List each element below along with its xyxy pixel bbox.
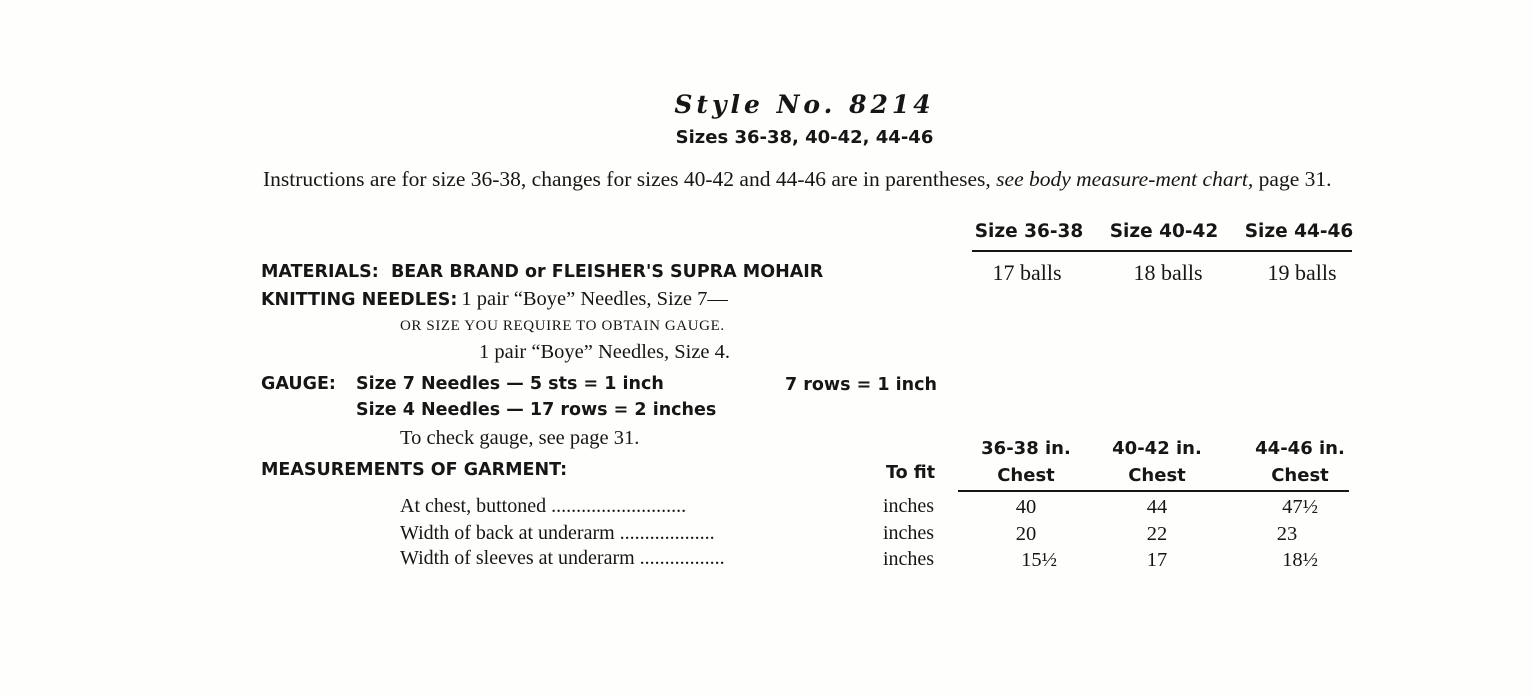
intro-paragraph	[263, 165, 1363, 193]
measurement-value: 44	[1146, 496, 1168, 518]
measurement-value: 47½	[1282, 496, 1318, 518]
measurement-value: 22	[1146, 523, 1168, 545]
size-column-header: Size 40-42	[1109, 221, 1219, 242]
size-column-header: Size 36-38	[974, 221, 1084, 242]
chest-range: 36-38 in.	[981, 438, 1071, 459]
measurements-rule	[958, 490, 1349, 492]
materials-product: BEAR BRAND or FLEISHER'S SUPRA MOHAIR	[390, 262, 824, 282]
chest-word: Chest	[997, 465, 1055, 486]
chest-column-header	[1230, 435, 1370, 489]
materials-label: MATERIALS:	[261, 262, 379, 282]
sizes-line: Sizes 36-38, 40-42, 44-46	[675, 127, 934, 148]
intro-italic-ref: see body measure-ment chart,	[996, 167, 1254, 191]
measurement-unit: inches	[883, 548, 935, 570]
needles-label: KNITTING NEEDLES:	[261, 290, 458, 310]
materials-quantity: 19 balls	[1267, 260, 1337, 285]
gauge-rows: 7 rows = 1 inch	[785, 375, 937, 395]
measurement-value: 18½	[1282, 549, 1318, 571]
gauge-label: GAUGE:	[261, 374, 336, 394]
chest-column-header	[956, 435, 1096, 489]
chest-column-header	[1087, 435, 1227, 489]
needles-line3: 1 pair “Boye” Needles, Size 4.	[479, 341, 731, 363]
materials-quantity: 17 balls	[992, 260, 1062, 285]
measurement-value: 23	[1276, 523, 1298, 545]
gauge-check-note: To check gauge, see page 31.	[400, 427, 640, 449]
materials-line	[261, 262, 823, 282]
chest-range: 44-46 in.	[1255, 438, 1345, 459]
to-fit-label: To fit	[886, 463, 936, 483]
gauge-line2: Size 4 Needles — 17 rows = 2 inches	[356, 400, 717, 420]
gauge-line1: Size 7 Needles — 5 sts = 1 inch	[356, 374, 664, 394]
materials-quantity: 18 balls	[1133, 260, 1203, 285]
chest-range: 40-42 in.	[1112, 438, 1202, 459]
intro-page-ref: page 31.	[1253, 167, 1332, 191]
intro-text: Instructions are for size 36-38, changes for sizes 40-42 and 44-46 are in parentheses,	[263, 167, 997, 191]
measurement-value: 40	[1015, 496, 1037, 518]
measurements-label: MEASUREMENTS OF GARMENT:	[261, 460, 568, 480]
chest-word: Chest	[1128, 465, 1186, 486]
needles-line	[261, 288, 728, 311]
measurement-value: 17	[1146, 549, 1168, 571]
needles-gauge-note: OR SIZE YOU REQUIRE TO OBTAIN GAUGE.	[400, 318, 725, 334]
style-title: Style No. 8214	[674, 90, 935, 119]
size-column-header: Size 44-46	[1244, 221, 1354, 242]
measurement-unit: inches	[883, 495, 935, 517]
measurement-row-label: Width of sleeves at underarm .................	[400, 547, 725, 569]
measurement-value: 15½	[1021, 549, 1057, 571]
chest-word: Chest	[1271, 465, 1329, 486]
header-rule	[972, 250, 1352, 252]
measurement-row-label: At chest, buttoned ...........................	[400, 495, 687, 517]
needles-line1: 1 pair “Boye” Needles, Size 7—	[461, 288, 728, 310]
measurement-row-label: Width of back at underarm ...................	[400, 522, 715, 544]
measurement-unit: inches	[883, 522, 935, 544]
measurement-value: 20	[1015, 523, 1037, 545]
